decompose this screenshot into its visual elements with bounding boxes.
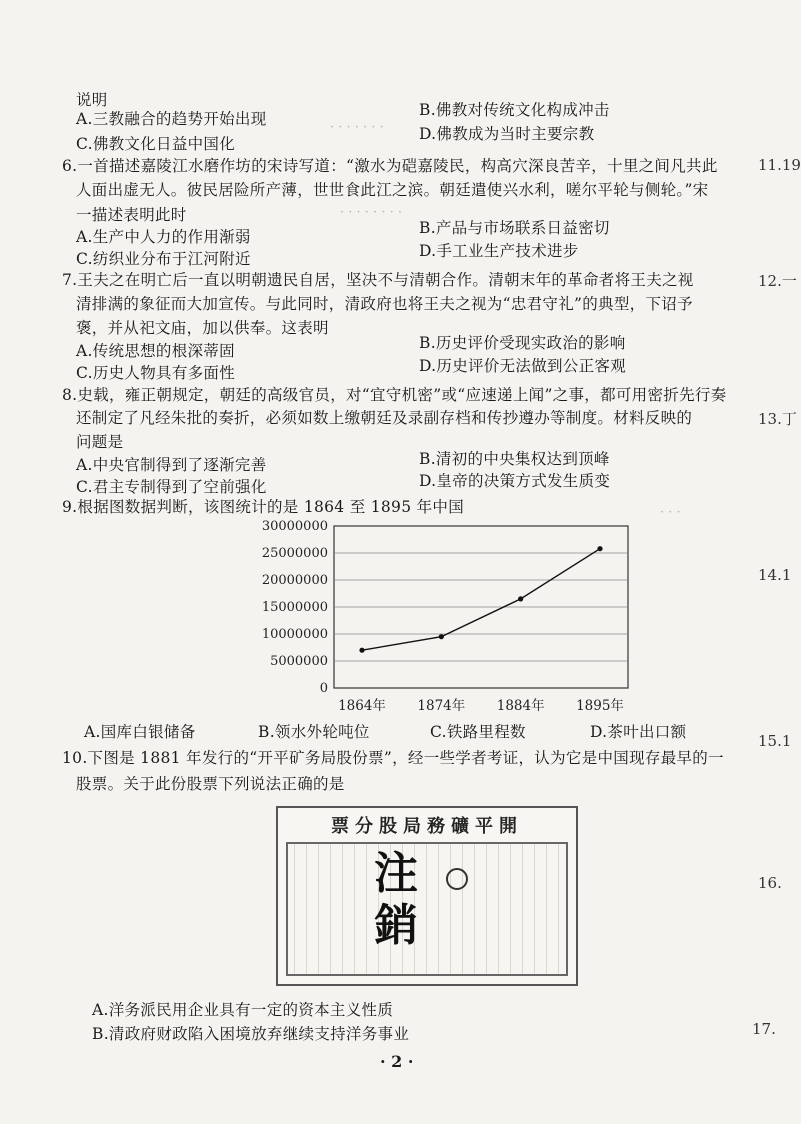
edge-number: 14.1 [758,566,792,584]
option-a: A.洋务派民用企业具有一定的资本主义性质 [92,1001,394,1019]
y-tick-label: 30000000 [261,519,328,534]
question-9-stem: 9.根据图数据判断，该图统计的是 1864 至 1895 年中国 [62,498,464,516]
option-c: C.纺织业分布于江河附近 [76,250,251,268]
edge-number: 15.1 [758,732,792,750]
x-tick-label: 1884年 [496,698,545,714]
bleed-through-text: · · · [660,505,681,520]
edge-number: 12.一 [758,272,797,290]
seal-mark [446,868,468,890]
option-d: D.手工业生产技术进步 [419,242,579,260]
question-8-stem: 问题是 [76,433,124,451]
question-7-stem: 褒，并从祀文庙，加以供奉。这表明 [76,319,329,337]
series-line [362,549,600,651]
share-certificate-image [276,806,578,986]
option-c: C.君主专制得到了空前强化 [76,478,267,496]
edge-number: 13.丁 [758,410,797,428]
edge-number: 16. [758,874,782,892]
option-b: B.历史评价受现实政治的影响 [419,334,626,352]
option-a: A.三教融合的趋势开始出现 [76,110,267,128]
option-a: A.生产中人力的作用渐弱 [76,228,251,246]
option-a: A.国库白银储备 [84,723,196,741]
y-tick-label: 10000000 [261,627,328,642]
option-d: D.皇帝的决策方式发生质变 [419,472,611,490]
x-tick-label: 1864年 [338,698,386,714]
question-10-stem: 10.下图是 1881 年发行的“开平矿务局股份票”，经一些学者考证，认为它是中国现存最早的一 [62,749,724,767]
line-chart [248,516,638,716]
option-c: C.佛教文化日益中国化 [76,135,236,153]
option-b: B.清政府财政陷入困境放弃继续支持洋务事业 [92,1025,410,1043]
edge-number: 11.19 [758,156,801,174]
question-10-stem: 股票。关于此份股票下列说法正确的是 [76,775,345,793]
option-c: C.历史人物具有多面性 [76,364,236,382]
question-8-stem: 8.史载，雍正朝规定，朝廷的高级官员，对“宜守机密”或“应速递上闻”之事，都可用密折先行奏 [62,386,727,404]
x-tick-label: 1895年 [576,698,624,714]
y-tick-label: 5000000 [270,654,328,669]
y-tick-label: 20000000 [261,573,328,588]
question-7-stem: 清排满的象征而大加宣传。与此同时，清政府也将王夫之视为“忠君守礼”的典型，下诏予 [76,295,693,313]
option-d: D.历史评价无法做到公正客观 [419,357,627,375]
bleed-through-text: · · · · · · · [330,120,384,135]
text-line: 说明 [76,91,108,109]
page-number: · 2 · [380,1052,414,1071]
data-point [359,648,364,653]
question-6-stem: 6.一首描述嘉陵江水磨作坊的宋诗写道：“激水为硙嘉陵民，构高穴深良苦辛，十里之间凡共此 [62,157,718,175]
question-7-stem: 7.王夫之在明亡后一直以明朝遗民自居，坚决不与清朝合作。清朝末年的革命者将王夫之视 [62,271,694,289]
x-tick-label: 1874年 [417,698,466,714]
y-tick-label: 0 [319,681,328,696]
option-c: C.铁路里程数 [430,723,526,741]
bleed-through-text: · · · · · · · · [340,205,402,220]
edge-number: 17. [752,1020,776,1038]
y-tick-label: 25000000 [261,546,328,561]
cancel-stamp: 注銷 [374,848,418,951]
option-a: A.中央官制得到了逐渐完善 [76,456,267,474]
question-6-stem: 一描述表明此时 [76,206,187,224]
option-d: D.佛教成为当时主要宗教 [419,125,595,143]
data-point [518,596,523,601]
option-b: B.领水外轮吨位 [258,723,370,741]
option-d: D.茶叶出口额 [590,723,687,741]
option-b: B.产品与市场联系日益密切 [419,219,610,237]
option-a: A.传统思想的根深蒂固 [76,342,235,360]
option-b: B.清初的中央集权达到顶峰 [419,450,610,468]
question-8-stem: 还制定了凡经朱批的奏折，必须如数上缴朝廷及录副存档和传抄遵办等制度。材料反映的 [76,409,693,427]
certificate-title: 票分股局務礦平開 [331,816,523,837]
y-tick-label: 15000000 [261,600,328,615]
question-6-stem: 人面出虚无人。彼民居险所产薄，世世食此江之滨。朝廷遣使兴水利，嗟尔平轮与侧轮。”宋 [76,181,709,199]
data-point [439,634,444,639]
data-point [597,546,602,551]
option-b: B.佛教对传统文化构成冲击 [419,101,610,119]
